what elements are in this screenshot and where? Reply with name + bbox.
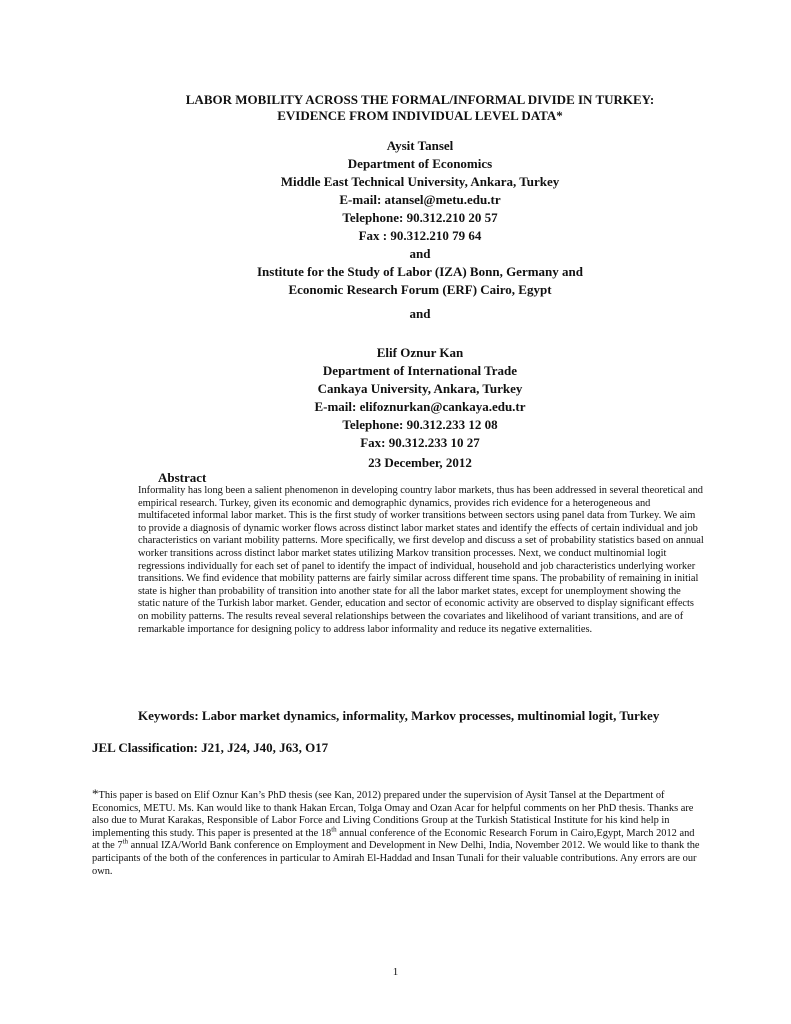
footnote-text-1: This paper is based on Elif Oznur Kan’s PhD thesis (see Kan, 2012) prepared under the supervision of Aysit Tansel at the Department of Economics, METU. Ms. Kan would like to thank Hakan Ercan, Tolga Omay and Ozan Acar for helpful comments on her PhD thesis. Thanks are also due to Murat Karakas, Responsible of Labor Force and Living Conditions Group at the Turkish Statistical Institute for his kind help in implementing this study. This paper is presented at the 18 (92, 790, 694, 839)
author-1-university: Middle East Technical University, Ankara, Turkey (280, 174, 560, 189)
author-1-institute-2: Economic Research Forum (ERF) Cairo, Egypt (288, 282, 552, 297)
author-2-email: E-mail: elifoznurkan@cankaya.edu.tr (314, 399, 526, 414)
jel-classification: JEL Classification: J21, J24, J40, J63, O17 (92, 740, 329, 755)
footnote-text-2: annual conference of the Economic Research Forum in Cairo,Egypt, March 2012 and at the 7 (92, 827, 695, 852)
abstract-text: Informality has long been a salient phenomenon in developing country labor markets, thus has been addressed in several theoretical and empirical research. Turkey, given its economic and demographic dynamics, provides rich evidence for a heterogeneous and multifaceted informal labor market. This is the first study of worker transitions between sectors using panel data from Turkey. We aim to provide a diagnosis of dynamic worker flows across distinct labor market states and identify the effects of certain individual and job characteristics on variant mobility patterns. More specifically, we first develop and discuss a set of probability statistics based on annual worker transitions across distinct labor market states utilizing Markov transition processes. Next, we conduct multinomial logit regressions individually for each set of panel to identify the impact of individual, household and job characteristics underlying worker transitions. We find evidence that mobility patterns are fairly similar across different time spans. The probability of remaining in initial state is higher than probability of transition into another state for all the labor market states, except for unemployment showing the static nature of the Turkish labor market. Gender, education and sector of economic activity are observed to display significant effects on mobility patterns. The results reveal several relationships between the covariates and likelihood of variant transitions, and are of remarkable importance for designing policy to address labor informality and reduce its negative externalities. (138, 485, 704, 635)
keywords: Keywords: Labor market dynamics, informality, Markov processes, multinomial logit, Turkey (138, 708, 660, 723)
and-separator: and (409, 306, 431, 321)
author-1-name: Aysit Tansel (386, 138, 454, 153)
author-1-and: and (409, 246, 431, 261)
page-number: 1 (392, 966, 399, 978)
footnote-marker: * (92, 786, 99, 801)
author-1-fax: Fax : 90.312.210 79 64 (358, 228, 482, 243)
author-1-telephone: Telephone: 90.312.210 20 57 (342, 210, 498, 225)
footnote-text-3: annual IZA/World Bank conference on Employment and Development in New Delhi, India, November 2012. We would like to thank the participants of the both of the conferences in particular to Amirah El-Haddad and Insan Tunali for their valuable contributions. Any errors are our own. (92, 840, 700, 877)
author-1-department: Department of Economics (347, 156, 493, 171)
abstract-heading: Abstract (158, 470, 207, 485)
footnote-superscript-1: th (331, 825, 337, 834)
author-1-institute-1: Institute for the Study of Labor (IZA) Bonn, Germany and (256, 264, 583, 279)
author-2-department: Department of International Trade (322, 363, 518, 378)
author-2-telephone: Telephone: 90.312.233 12 08 (342, 417, 498, 432)
paper-title (100, 92, 740, 124)
footnote-superscript-2: th (122, 837, 129, 846)
author-2-name: Elif Oznur Kan (376, 345, 464, 360)
author-2-block (120, 344, 720, 452)
author-1-email: E-mail: atansel@metu.edu.tr (339, 192, 501, 207)
title-line-1: LABOR MOBILITY ACROSS THE FORMAL/INFORMAL DIVIDE IN TURKEY: (185, 92, 655, 107)
paper-date: 23 December, 2012 (368, 455, 472, 470)
author-1-block (120, 137, 720, 299)
title-line-2: EVIDENCE FROM INDIVIDUAL LEVEL DATA* (277, 108, 563, 123)
footnote (92, 788, 702, 878)
author-2-university: Cankaya University, Ankara, Turkey (317, 381, 523, 396)
author-2-fax: Fax: 90.312.233 10 27 (360, 435, 480, 450)
